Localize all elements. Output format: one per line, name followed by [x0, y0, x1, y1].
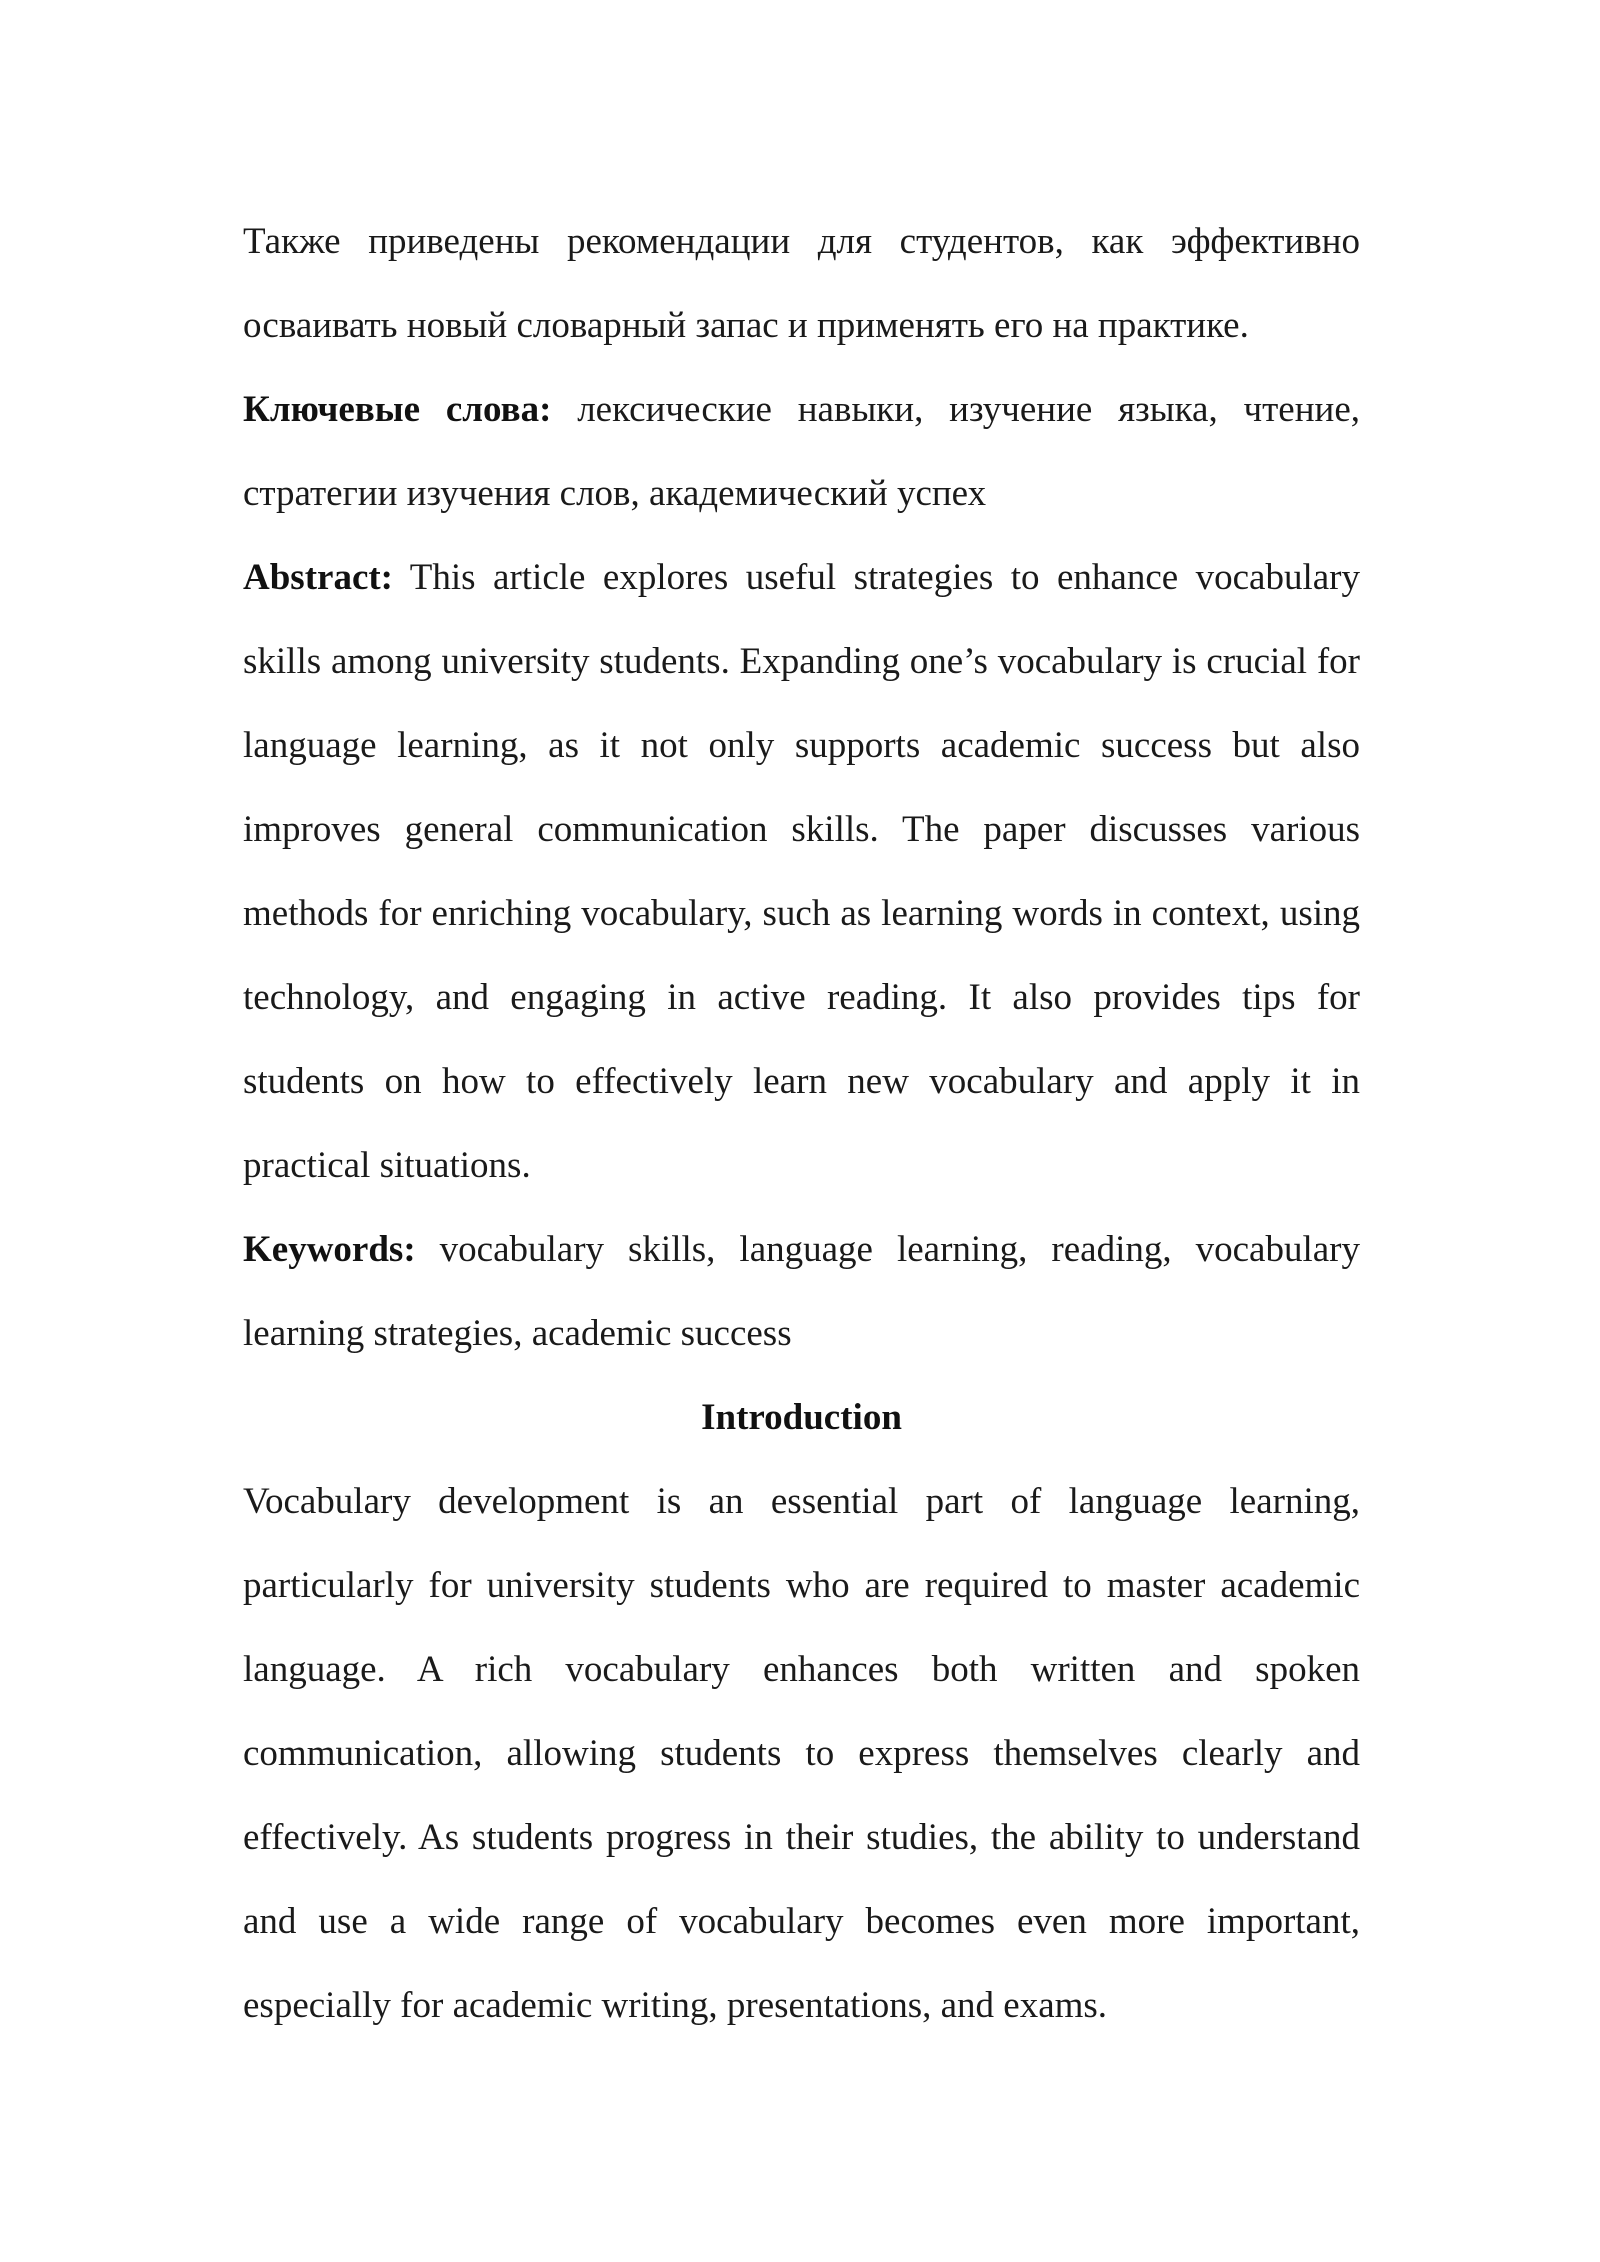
introduction-text: Vocabulary development is an essential part of language learning, particularly for university students who are required to master academic language. A rich vocabulary enhances both written and spoken communication, allowing students to express themselves clearly and effectively. As students progress in their studies, the ability to understand and use a wide range of vocabulary becomes even more important, especially for academic writing, presentations, and exams. — [243, 1481, 1360, 2026]
abstract-text: This article explores useful strategies to enhance vocabulary skills among university students. Expanding one’s vocabulary is crucial for language learning, as it not only supports academic success but also improves general communication skills. The paper discusses various methods for enriching vocabulary, such as learning words in context, using technology, and engaging in active reading. It also provides tips for students on how to effectively learn new vocabulary and apply it in practical situations. — [243, 557, 1360, 1186]
russian-keywords-paragraph — [243, 368, 1360, 536]
keywords-paragraph — [243, 1208, 1360, 1376]
russian-abstract-tail-text: Также приведены рекомендации для студентов, как эффективно осваивать новый словарный запас и применять его на практике. — [243, 221, 1360, 346]
introduction-paragraph — [243, 1460, 1360, 2048]
russian-keywords-label: Ключевые слова: — [243, 389, 552, 430]
abstract-label: Abstract: — [243, 557, 394, 598]
document-page — [243, 200, 1360, 2048]
keywords-label: Keywords: — [243, 1229, 416, 1270]
keywords-text: vocabulary skills, language learning, reading, vocabulary learning strategies, academic success — [243, 1229, 1360, 1354]
introduction-heading: Introduction — [701, 1397, 902, 1438]
russian-keywords-text: лексические навыки, изучение языка, чтение, стратегии изучения слов, академический успех — [243, 389, 1360, 514]
russian-abstract-tail — [243, 200, 1360, 368]
abstract-paragraph — [243, 536, 1360, 1208]
